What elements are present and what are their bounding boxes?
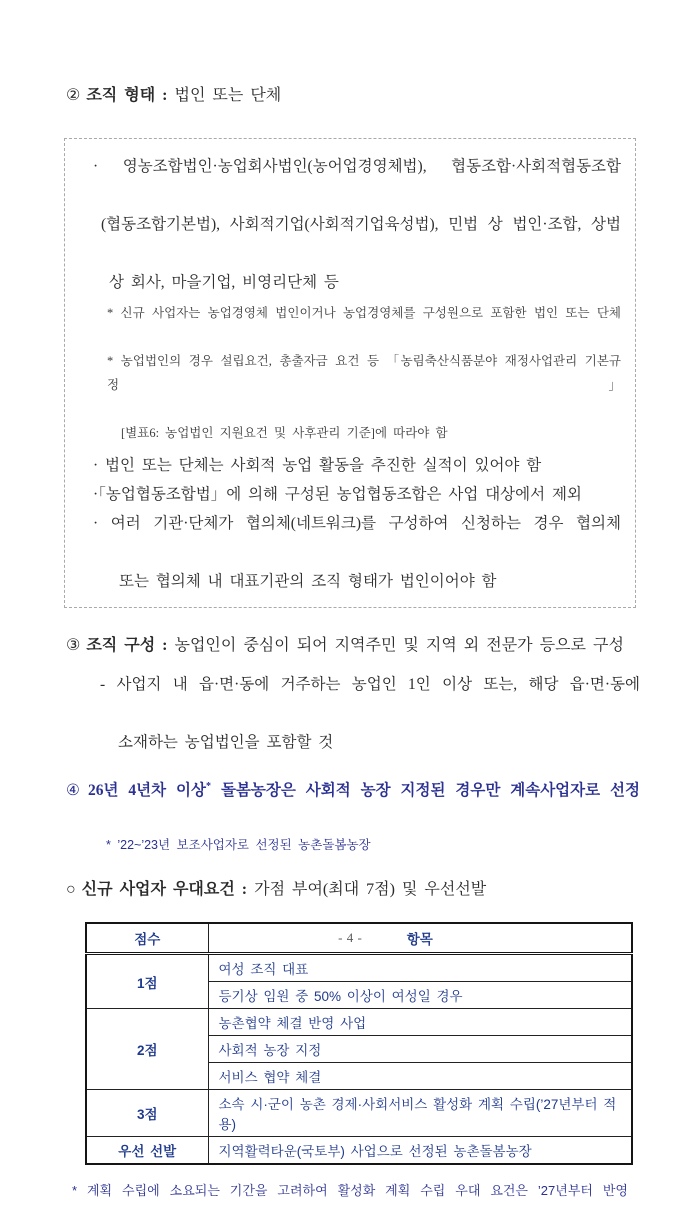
org-form-value: 법인 또는 단체 bbox=[174, 87, 282, 104]
box-bullet-consortium-line1: · 여러 기관·단체가 협의체(네트워크)를 구성하여 신청하는 경우 협의체 bbox=[93, 515, 621, 532]
org-composition-title: 조직 구성 bbox=[86, 637, 156, 654]
item-cell: 농촌협약 체결 반영 사업 bbox=[208, 1009, 632, 1036]
box-bullet-consortium-line2: 또는 협의체 내 대표기관의 조직 형태가 법인이어야 함 bbox=[119, 573, 497, 590]
box-note-agri-corp-line2: [별표6: 농업법인 지원요건 및 사후관리 기준]에 따라야 함 bbox=[121, 426, 448, 440]
continuing-business-footnote: * ’22~’23년 보조사업자로 선정된 농촌돌봄농장 bbox=[106, 838, 371, 853]
preference-title: 신규 사업자 우대요건 bbox=[81, 881, 235, 899]
circle-bullet: ○ bbox=[66, 881, 76, 899]
col-header-score: 점수 bbox=[86, 923, 208, 954]
box-bullet-legal-entities-line3: 상 회사, 마을기업, 비영리단체 등 bbox=[109, 274, 339, 291]
score-cell-1pt: 1점 bbox=[86, 954, 208, 1009]
table-row bbox=[86, 1009, 632, 1036]
section-new-applicant-preference-heading: ○ 신규 사업자 우대요건 : 가점 부여(최대 7점) 및 우선선발 bbox=[66, 881, 487, 899]
bonus-point-table bbox=[85, 922, 633, 1165]
score-cell-priority: 우선 선발 bbox=[86, 1137, 208, 1165]
score-cell-3pt: 3점 bbox=[86, 1090, 208, 1137]
circled-number-3: ③ bbox=[66, 637, 81, 654]
table-footnote: * 계획 수립에 소요되는 기간을 고려하여 활성화 계획 수립 우대 요건은 ’27년부터 반영 bbox=[72, 1183, 628, 1199]
item-cell: 소속 시·군이 농촌 경제·사회서비스 활성화 계획 수립(’27년부터 적용) bbox=[208, 1090, 632, 1137]
box-note-agri-corp-line1: * 농업법인의 경우 설립요건, 총출자금 요건 등 「농림축산식품분야 재정사업관리 기본규정」 bbox=[107, 354, 621, 392]
item-cell: 서비스 협약 체결 bbox=[208, 1063, 632, 1090]
box-bullet-track-record: · 법인 또는 단체는 사회적 농업 활동을 추진한 실적이 있어야 함 bbox=[93, 457, 542, 474]
org-composition-value: 농업인이 중심이 되어 지역주민 및 지역 외 전문가 등으로 구성 bbox=[174, 637, 624, 654]
org-composition-sub-line1: - 사업지 내 읍·면·동에 거주하는 농업인 1인 이상 또는, 해당 읍·면·동에 bbox=[100, 676, 640, 693]
section-continuing-business-clause: ④ 26년 4년차 이상* 돌봄농장은 사회적 농장 지정된 경우만 계속사업자로 선정 bbox=[66, 781, 640, 800]
item-cell: 지역활력타운(국토부) 사업으로 선정된 농촌돌봄농장 bbox=[208, 1137, 632, 1165]
circled-number-2: ② bbox=[66, 87, 81, 104]
table-row bbox=[86, 954, 632, 982]
score-cell-2pt: 2점 bbox=[86, 1009, 208, 1090]
preference-value: 가점 부여(최대 7점) 및 우선선발 bbox=[254, 881, 487, 899]
section-org-form-heading: ② 조직 형태 : 법인 또는 단체 bbox=[66, 87, 282, 104]
asterisk-superscript: * bbox=[206, 781, 211, 792]
page-number: - 4 - bbox=[338, 930, 362, 945]
box-bullet-legal-entities-line2: (협동조합기본법), 사회적기업(사회적기업육성법), 민법 상 법인·조합, 상법 bbox=[101, 216, 621, 233]
section-org-composition-heading: ③ 조직 구성 : 농업인이 중심이 되어 지역주민 및 지역 외 전문가 등으로 구성 bbox=[66, 637, 624, 654]
box-bullet-legal-entities-line1: · 영농조합법인·농업회사법인(농어업경영체법), 협동조합·사회적협동조합 bbox=[93, 158, 621, 175]
item-cell: 사회적 농장 지정 bbox=[208, 1036, 632, 1063]
table-row bbox=[86, 1137, 632, 1165]
org-form-detail-box bbox=[64, 138, 636, 608]
org-composition-sub-line2: 소재하는 농업법인을 포함할 것 bbox=[118, 734, 334, 751]
box-bullet-coop-excluded: ·「농업협동조합법」에 의해 구성된 농업협동조합은 사업 대상에서 제외 bbox=[93, 486, 582, 503]
table-row bbox=[86, 1090, 632, 1137]
circled-number-4: ④ bbox=[66, 782, 83, 800]
col-header-item: 항목 bbox=[208, 923, 632, 954]
box-note-new-applicant: * 신규 사업자는 농업경영체 법인이거나 농업경영체를 구성원으로 포함한 법인 또는 단체 bbox=[107, 306, 621, 320]
org-form-title: 조직 형태 bbox=[86, 87, 156, 104]
item-cell: 여성 조직 대표 bbox=[208, 954, 632, 982]
item-cell: 등기상 임원 중 50% 이상이 여성일 경우 bbox=[208, 982, 632, 1009]
